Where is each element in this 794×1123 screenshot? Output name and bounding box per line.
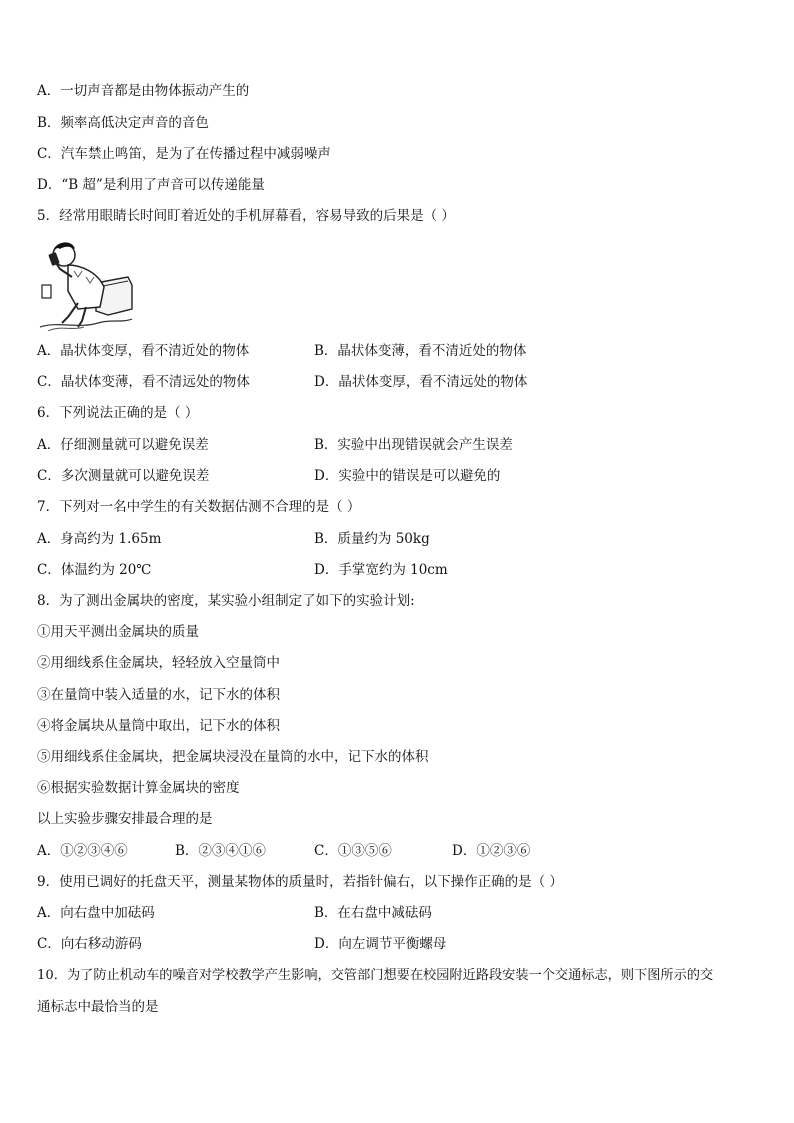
q6-stem: 6．下列说法正确的是（ ） bbox=[37, 405, 199, 421]
q6-option-b: B．实验中出现错误就会产生误差 bbox=[314, 437, 513, 453]
q8-step-2: ②用细线系住金属块，轻轻放入空量筒中 bbox=[37, 655, 280, 671]
q4-option-a: A．一切声音都是由物体振动产生的 bbox=[37, 83, 250, 99]
q9-option-c: C．向右移动游码 bbox=[37, 936, 142, 952]
q6-option-c: C．多次测量就可以避免误差 bbox=[37, 468, 210, 484]
q5-option-c: C．晶状体变薄，看不清远处的物体 bbox=[37, 374, 250, 390]
q6-option-d: D．实验中的错误是可以避免的 bbox=[314, 468, 501, 484]
q8-step-6: ⑥根据实验数据计算金属块的密度 bbox=[37, 780, 240, 796]
q4-option-b: B．频率高低决定声音的音色 bbox=[37, 115, 209, 131]
q8-step-4: ④将金属块从量筒中取出，记下水的体积 bbox=[37, 718, 280, 734]
q9-option-a: A．向右盘中加砝码 bbox=[37, 905, 155, 921]
phone-user-illustration bbox=[38, 237, 134, 331]
q6-option-a: A．仔细测量就可以避免误差 bbox=[37, 437, 209, 453]
q8-option-d: D．①②③⑥ bbox=[452, 843, 531, 859]
q5-option-a: A．晶状体变厚，看不清近处的物体 bbox=[37, 343, 250, 359]
q4-option-c: C．汽车禁止鸣笛，是为了在传播过程中减弱噪声 bbox=[37, 146, 331, 162]
q7-option-b: B．质量约为 50kg bbox=[314, 531, 430, 547]
q8-step-3: ③在量筒中装入适量的水，记下水的体积 bbox=[37, 687, 280, 703]
q8-stem: 8．为了测出金属块的密度，某实验小组制定了如下的实验计划: bbox=[37, 593, 415, 609]
q9-stem: 9．使用已调好的托盘天平，测量某物体的质量时，若指针偏右，以下操作正确的是（ ） bbox=[37, 874, 563, 890]
q8-step-1: ①用天平测出金属块的质量 bbox=[37, 624, 199, 640]
q8-option-b: B．②③④①⑥ bbox=[175, 843, 266, 859]
q8-option-a: A．①②③④⑥ bbox=[37, 843, 128, 859]
q4-option-d: D．“B 超”是利用了声音可以传递能量 bbox=[37, 177, 265, 193]
q8-prompt: 以上实验步骤安排最合理的是 bbox=[37, 811, 213, 827]
q5-option-b: B．晶状体变薄，看不清近处的物体 bbox=[314, 343, 527, 359]
q7-option-d: D．手掌宽约为 10cm bbox=[314, 562, 448, 578]
q5-option-d: D．晶状体变厚，看不清远处的物体 bbox=[314, 374, 528, 390]
q10-stem-line-2: 通标志中最恰当的是 bbox=[37, 999, 159, 1015]
q8-step-5: ⑤用细线系住金属块，把金属块浸没在量筒的水中，记下水的体积 bbox=[37, 749, 429, 765]
q9-option-d: D．向左调节平衡螺母 bbox=[314, 936, 447, 952]
q8-option-c: C．①③⑤⑥ bbox=[314, 843, 392, 859]
q7-stem: 7．下列对一名中学生的有关数据估测不合理的是（ ） bbox=[37, 499, 361, 515]
q10-stem-line-1: 10．为了防止机动车的噪音对学校教学产生影响，交管部门想要在校园附近路段安装一个交通标志，则下图所示的交 bbox=[37, 968, 714, 983]
q9-option-b: B．在右盘中减砝码 bbox=[314, 905, 432, 921]
q7-option-c: C．体温约为 20℃ bbox=[37, 562, 152, 578]
q7-option-a: A．身高约为 1.65m bbox=[37, 531, 162, 547]
q5-stem: 5．经常用眼睛长时间盯着近处的手机屏幕看，容易导致的后果是（ ） bbox=[37, 208, 455, 224]
